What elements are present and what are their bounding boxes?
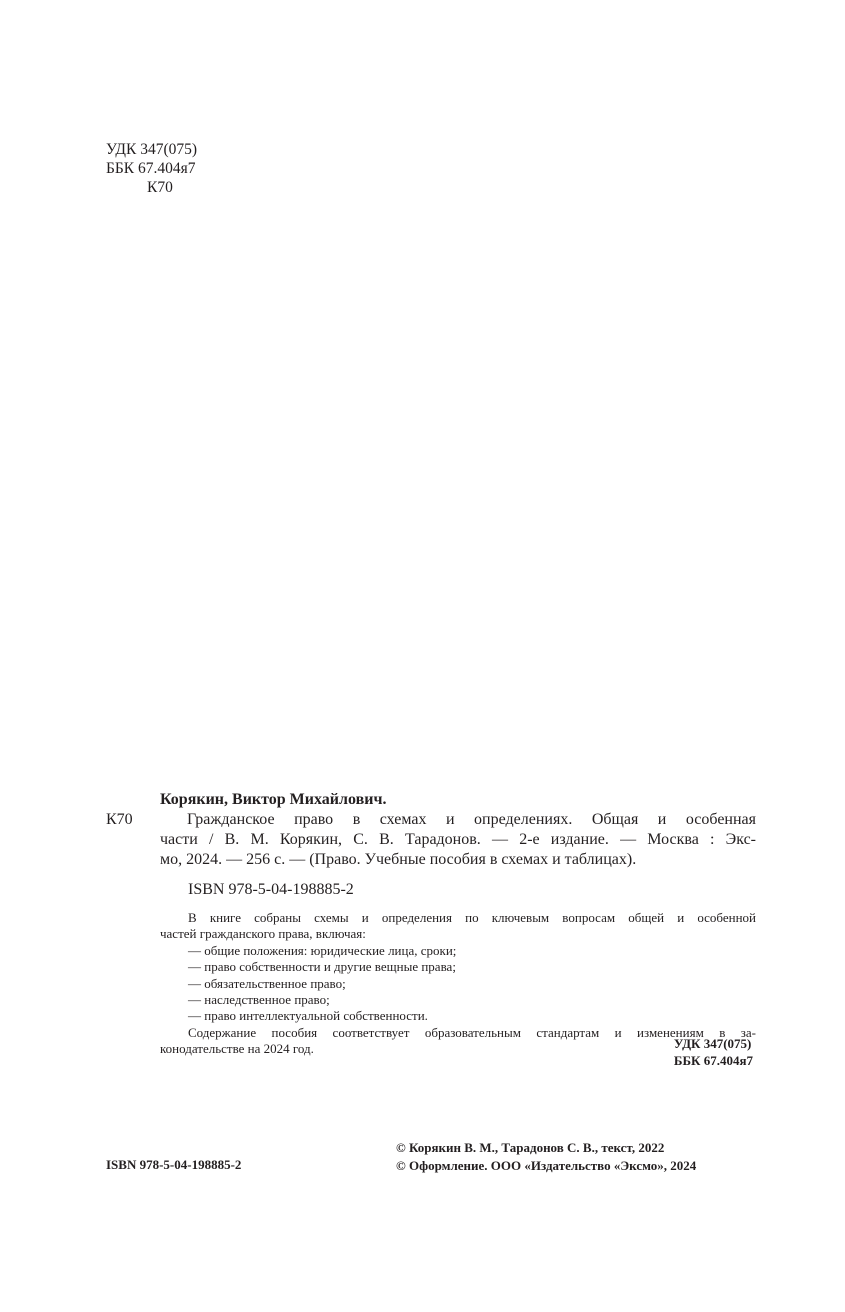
- author-sign: К70: [147, 179, 173, 196]
- annotation-line: частей гражданского права, включая:: [160, 926, 366, 942]
- author-heading: Корякин, Виктор Михайлович.: [160, 791, 387, 808]
- annotation-list-item: — обязательственное право;: [188, 975, 346, 991]
- annotation-list-item: — право интеллектуальной собственности.: [188, 1008, 428, 1024]
- annotation-line: Содержание пособия соответствует образовательным стандартам и изменениям в за-: [188, 1024, 756, 1040]
- udk-code: УДК 347(075): [106, 141, 198, 158]
- bottom-udk-code: УДК 347(075): [673, 1036, 752, 1051]
- annotation-list-item: — право собственности и другие вещные права;: [188, 959, 456, 975]
- copyright-text-line: © Корякин В. М., Тарадонов С. В., текст, 2022: [396, 1140, 665, 1155]
- bottom-classification-block: [674, 1035, 753, 1069]
- bib-line: части / В. М. Корякин, С. В. Тарадонов. — 2-е издание. — Москва : Экс-: [160, 831, 756, 848]
- bib-line: мо, 2024. — 256 с. — (Право. Учебные пособия в схемах и таблицах).: [160, 851, 637, 868]
- annotation-line: В книге собраны схемы и определения по ключевым вопросам общей и особенной: [188, 910, 756, 925]
- bbk-code: ББК 67.404я7: [106, 160, 196, 177]
- annotation: [160, 910, 756, 1058]
- bib-author-sign: К70: [106, 811, 133, 828]
- copyright-block: [396, 1139, 696, 1174]
- annotation-line: конодательстве на 2024 год.: [160, 1041, 314, 1057]
- copyright-design-line: © Оформление. ООО «Издательство «Эксмо», 2024: [396, 1157, 697, 1173]
- isbn-main: ISBN 978-5-04-198885-2: [188, 881, 354, 898]
- isbn-bottom: ISBN 978-5-04-198885-2: [106, 1157, 242, 1172]
- annotation-list-item: — наследственное право;: [188, 992, 330, 1008]
- annotation-list-item: — общие положения: юридические лица, сроки;: [188, 942, 457, 958]
- bibliographic-description: [160, 810, 756, 870]
- bib-line: Гражданское право в схемах и определениях. Общая и особенная: [187, 811, 756, 828]
- top-classification-block: [106, 140, 197, 197]
- bottom-bbk-code: ББК 67.404я7: [673, 1053, 753, 1068]
